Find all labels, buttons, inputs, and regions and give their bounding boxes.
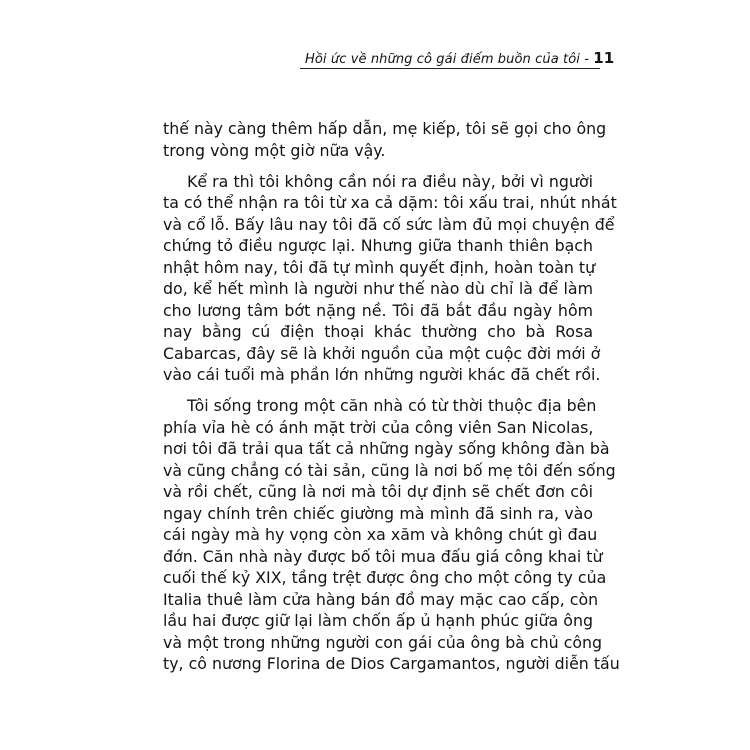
text-line: do, kể hết mình là người như thế nào dù chỉ là để làm — [163, 279, 593, 298]
text-line: phía vỉa hè có ánh mặt trời của công viên San Nicolas, — [163, 417, 594, 437]
text-line: lầu hai được giữ lại làm chốn ấp ủ hạnh phúc giữa ông — [163, 611, 593, 630]
text-line: cho lương tâm bớt nặng nề. Tôi đã bắt đầu ngày hôm — [163, 300, 593, 320]
text-line: nay bằng cú điện thoại khác thường cho bà Rosa — [163, 322, 593, 341]
paragraph-2 — [163, 171, 617, 386]
text-line: và một trong những người con gái của ông bà chủ công — [163, 632, 603, 652]
text-line: và cũng chẳng có tài sản, cũng là nơi bố mẹ tôi đến sống — [163, 460, 616, 480]
paragraph-3 — [163, 395, 620, 675]
text-line: và rồi chết, cũng là nơi mà tôi dự định sẽ chết đơn côi — [163, 482, 593, 501]
text-line: ngay chính trên chiếc giường mà mình đã sinh ra, vào — [163, 503, 593, 523]
text-line: ta có thể nhận ra tôi từ xa cả dặm: tôi xấu trai, nhút nhát — [163, 193, 617, 212]
text-line: và cổ lỗ. Bấy lâu nay tôi đã cố sức làm đủ mọi chuyện để — [163, 214, 615, 234]
text-line: ty, cô nương Florina de Dios Cargamantos, người diễn tấu — [163, 654, 620, 673]
header-rule — [300, 68, 600, 69]
running-header-title: Hồi ức về những cô gái điếm buồn của tôi - — [305, 52, 589, 67]
page-number: 11 — [593, 49, 615, 67]
text-line: nơi tôi đã trải qua tất cả những ngày sống không đàn bà — [163, 439, 610, 458]
running-header — [305, 49, 615, 67]
text-line: cuối thế kỷ XIX, tầng trệt được ông cho một công ty của — [163, 568, 607, 587]
text-line: đớn. Căn nhà này được bố tôi mua đấu giá công khai từ — [163, 546, 603, 566]
text-line: Cabarcas, đây sẽ là khởi nguồn của một cuộc đời mới ở — [163, 343, 601, 363]
text-line: trong vòng một giờ nữa vậy. — [163, 140, 386, 160]
text-line: Kể ra thì tôi không cần nói ra điều này, bởi vì người — [187, 171, 593, 191]
text-line: vào cái tuổi mà phần lớn những người khác đã chết rồi. — [163, 365, 601, 384]
text-line: Tôi sống trong một căn nhà có từ thời thuộc địa bên — [187, 396, 597, 415]
text-line: chứng tỏ điều ngược lại. Nhưng giữa thanh thiên bạch — [163, 236, 593, 255]
text-line: Italia thuê làm cửa hàng bán đồ may mặc cao cấp, còn — [163, 589, 599, 609]
text-line: nhật hôm nay, tôi đã tự mình quyết định, hoàn toàn tự — [163, 257, 596, 277]
paragraph-1 — [163, 118, 607, 161]
text-line: cái ngày mà hy vọng còn xa xăm và không chút gì đau — [163, 525, 598, 544]
text-line: thế này càng thêm hấp dẫn, mẹ kiếp, tôi sẽ gọi cho ông — [163, 119, 607, 138]
body-text — [163, 118, 620, 675]
